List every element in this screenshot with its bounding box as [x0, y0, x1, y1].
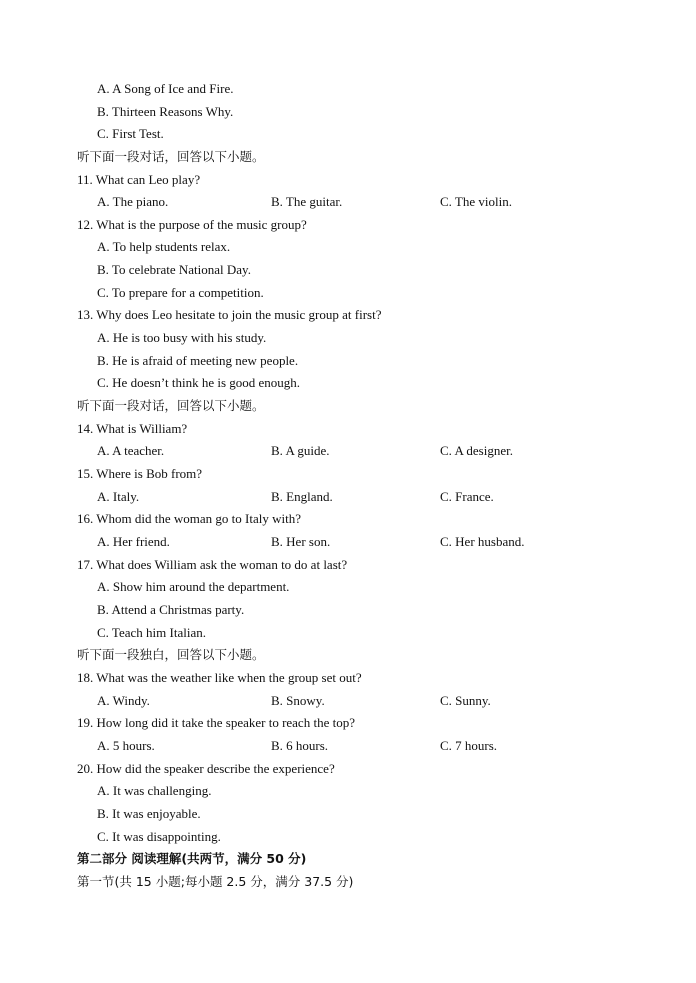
question-stem: 20. How did the speaker describe the experience? — [77, 761, 335, 776]
option-b: B. 6 hours. — [271, 738, 329, 753]
question-stem: 13. Why does Leo hesitate to join the music group at first? — [77, 307, 382, 322]
option-b: B. Attend a Christmas party. — [97, 602, 245, 617]
option-a: A. A teacher. — [97, 443, 165, 458]
question-stem: 14. What is William? — [77, 421, 188, 436]
question-stem: 19. How long did it take the speaker to reach the top? — [77, 715, 355, 730]
option-b: B. It was enjoyable. — [97, 806, 201, 821]
option-c: C. Teach him Italian. — [97, 625, 206, 640]
section-one-title: 第一节(共 15 小题;每小题 2.5 分，满分 37.5 分) — [77, 874, 354, 889]
option-a: A. 5 hours. — [97, 738, 155, 753]
carry-option-a: A. A Song of Ice and Fire. — [97, 81, 234, 96]
option-b: B. Snowy. — [271, 693, 325, 708]
carry-option-b: B. Thirteen Reasons Why. — [97, 104, 234, 119]
instruction-monologue: 听下面一段独白，回答以下小题。 — [77, 647, 265, 662]
option-a: A. To help students relax. — [97, 239, 231, 254]
option-c: C. He doesn’t think he is good enough. — [97, 375, 301, 390]
option-c: C. A designer. — [440, 443, 513, 458]
carry-option-c: C. First Test. — [97, 126, 164, 141]
option-c: C. To prepare for a competition. — [97, 285, 264, 300]
part-two-title: 第二部分 阅读理解(共两节，满分 50 分) — [77, 851, 307, 866]
option-c: C. It was disappointing. — [97, 829, 221, 844]
option-a: A. Her friend. — [97, 534, 170, 549]
option-b: B. A guide. — [271, 443, 330, 458]
option-c: C. 7 hours. — [440, 738, 498, 753]
option-b: B. Her son. — [271, 534, 331, 549]
question-stem: 11. What can Leo play? — [77, 172, 201, 187]
option-a: A. Italy. — [97, 489, 140, 504]
option-c: C. The violin. — [440, 194, 512, 209]
option-b: B. The guitar. — [271, 194, 343, 209]
instruction-dialogue-2: 听下面一段对话，回答以下小题。 — [77, 398, 265, 413]
option-b: B. England. — [271, 489, 333, 504]
question-stem: 15. Where is Bob from? — [77, 466, 203, 481]
option-c: C. Sunny. — [440, 693, 491, 708]
question-stem: 16. Whom did the woman go to Italy with? — [77, 511, 301, 526]
option-b: B. To celebrate National Day. — [97, 262, 251, 277]
option-a: A. Windy. — [97, 693, 150, 708]
option-a: A. He is too busy with his study. — [97, 330, 267, 345]
question-stem: 17. What does William ask the woman to do at last? — [77, 557, 348, 572]
option-a: A. Show him around the department. — [97, 579, 290, 594]
option-a: A. The piano. — [97, 194, 169, 209]
question-stem: 18. What was the weather like when the group set out? — [77, 670, 362, 685]
option-b: B. He is afraid of meeting new people. — [97, 353, 299, 368]
option-a: A. It was challenging. — [97, 783, 212, 798]
option-c: C. Her husband. — [440, 534, 525, 549]
option-c: C. France. — [440, 489, 494, 504]
question-stem: 12. What is the purpose of the music group? — [77, 217, 307, 232]
instruction-dialogue: 听下面一段对话，回答以下小题。 — [77, 149, 265, 164]
